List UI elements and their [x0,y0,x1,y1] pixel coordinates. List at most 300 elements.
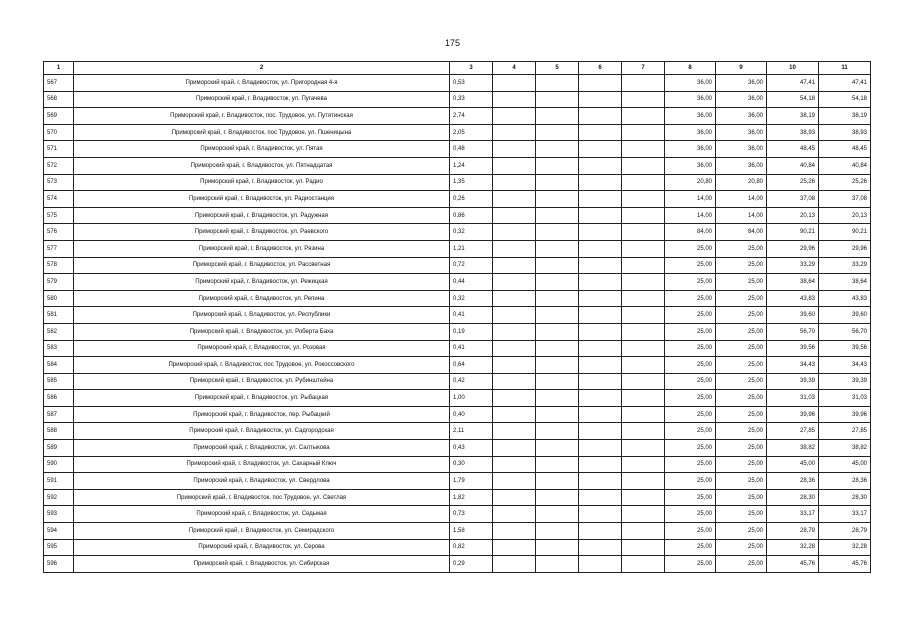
table-cell [536,108,579,125]
table-cell [493,75,536,92]
table-cell: 25,00 [665,240,716,257]
table-cell: 1,82 [450,489,493,506]
table-cell: 25,00 [665,323,716,340]
table-cell [536,91,579,108]
table-cell [579,75,622,92]
table-row [44,456,871,473]
table-cell [536,141,579,158]
table-cell: 36,00 [665,108,716,125]
table-cell: 40,84 [819,157,871,174]
table-cell: 0,30 [450,456,493,473]
table-cell [536,423,579,440]
table-cell: 29,96 [819,240,871,257]
table-cell: 569 [44,108,74,125]
page-number: 175 [444,38,461,48]
table-cell [536,506,579,523]
table-cell [622,240,665,257]
table-cell [579,423,622,440]
table-cell: 25,00 [716,323,767,340]
table-cell: 37,08 [819,191,871,208]
table-row [44,506,871,523]
table-cell [622,406,665,423]
table-row [44,357,871,374]
table-cell: 25,00 [665,423,716,440]
table-cell [493,207,536,224]
table-cell: Приморский край, г. Владивосток, ул. Сахарный Ключ [74,456,450,473]
table-cell: 574 [44,191,74,208]
table-cell: 25,00 [716,340,767,357]
table-cell: 25,00 [665,290,716,307]
table-cell: 573 [44,174,74,191]
table-cell: 56,70 [767,323,819,340]
table-cell [536,174,579,191]
table-cell [622,274,665,291]
table-cell [579,191,622,208]
table-cell [622,323,665,340]
table-row [44,323,871,340]
table-cell: 33,29 [767,257,819,274]
table-cell: Приморский край, г. Владивосток, ул. Свердлова [74,473,450,490]
table-cell: 56,70 [819,323,871,340]
table-cell: Приморский край, г. Владивосток, ул. Садгородская [74,423,450,440]
table-cell: 25,00 [665,523,716,540]
table-cell: 2,74 [450,108,493,125]
table-cell: 38,64 [819,274,871,291]
table-cell: 38,19 [819,108,871,125]
table-cell: 34,43 [819,357,871,374]
table-cell: 25,00 [716,556,767,573]
table-cell [579,141,622,158]
table-cell: 580 [44,290,74,307]
table-cell: 0,29 [450,556,493,573]
table-cell: 1,21 [450,240,493,257]
table-cell [622,340,665,357]
table-cell: 14,00 [665,207,716,224]
table-cell: 36,00 [716,124,767,141]
table-cell [579,124,622,141]
table-cell: 33,29 [819,257,871,274]
table-cell [536,240,579,257]
table-cell [579,340,622,357]
table-cell: Приморский край, г. Владивосток, ул. Роберта Баха [74,323,450,340]
table-cell: 28,79 [767,523,819,540]
table-cell: 1,58 [450,523,493,540]
table-cell [536,406,579,423]
table-cell: Приморский край, г. Владивосток, ул. Семирадского [74,523,450,540]
table-cell [622,523,665,540]
table-cell [579,357,622,374]
table-cell: 583 [44,340,74,357]
table-cell [579,91,622,108]
table-cell [622,91,665,108]
table-cell: 1,35 [450,174,493,191]
table-cell [579,274,622,291]
table-cell: 577 [44,240,74,257]
table-cell: 45,00 [767,456,819,473]
table-cell [622,224,665,241]
table-cell: 0,72 [450,257,493,274]
table-cell: 36,00 [665,157,716,174]
table-cell: 0,19 [450,323,493,340]
table-cell [493,473,536,490]
table-cell: 36,00 [665,91,716,108]
table-cell: 38,82 [819,440,871,457]
table-row [44,523,871,540]
table-cell [622,539,665,556]
table-cell [493,240,536,257]
table-cell: 90,21 [767,224,819,241]
table-cell: 1,24 [450,157,493,174]
table-cell [536,323,579,340]
table-cell: Приморский край, г. Владивосток, пос Трудовое, ул. Пшеницына [74,124,450,141]
table-cell: Приморский край, г. Владивосток, ул. Серова [74,539,450,556]
table-cell: Приморский край, г. Владивосток, ул. Репина [74,290,450,307]
table-cell: Приморский край, г. Владивосток, ул. Пугачева [74,91,450,108]
table-cell [622,257,665,274]
table-row [44,539,871,556]
table-cell [493,423,536,440]
table-cell: 25,00 [665,373,716,390]
table-cell: Приморский край, г. Владивосток, пос Трудовое, ул. Светлая [74,489,450,506]
table-cell [622,456,665,473]
table-cell [536,274,579,291]
table-cell: 0,33 [450,91,493,108]
table-cell: 25,00 [716,489,767,506]
table-cell: 568 [44,91,74,108]
table-cell: 43,83 [819,290,871,307]
table-cell: Приморский край, г. Владивосток, ул. Сибирская [74,556,450,573]
table-cell: 0,73 [450,506,493,523]
table-cell [579,290,622,307]
table-cell: 38,19 [767,108,819,125]
table-cell: 32,28 [767,539,819,556]
table-cell [579,390,622,407]
table-row [44,174,871,191]
column-header: 6 [579,62,622,75]
table-cell: 25,00 [716,523,767,540]
table-cell [536,556,579,573]
table-cell: Приморский край, г. Владивосток, ул. Салтыкова [74,440,450,457]
table-cell: 581 [44,307,74,324]
table-cell: 90,21 [819,224,871,241]
table-cell [622,174,665,191]
table-cell [622,506,665,523]
table-cell: 28,30 [767,489,819,506]
table-row [44,257,871,274]
table-cell: Приморский край, г. Владивосток, ул. Седьмая [74,506,450,523]
table-cell [493,556,536,573]
table-cell: 0,40 [450,406,493,423]
table-cell [493,224,536,241]
table-cell [493,357,536,374]
table-cell: 25,00 [716,307,767,324]
table-cell: 25,00 [716,506,767,523]
table-cell: 14,00 [716,191,767,208]
table-cell: 595 [44,539,74,556]
table-cell: 1,00 [450,390,493,407]
table-cell [579,489,622,506]
table-cell: 36,00 [716,75,767,92]
table-cell: 25,26 [819,174,871,191]
table-cell: 2,11 [450,423,493,440]
table-cell: 38,82 [767,440,819,457]
table-cell: 0,32 [450,224,493,241]
table-cell: 570 [44,124,74,141]
column-header: 10 [767,62,819,75]
table-row [44,91,871,108]
table-cell [622,75,665,92]
table-cell [536,373,579,390]
table-cell: 0,41 [450,340,493,357]
table-cell [536,207,579,224]
table-cell: 28,36 [767,473,819,490]
table-cell: 39,60 [767,307,819,324]
table-row [44,191,871,208]
table-cell: Приморский край, г. Владивосток, ул. Раевского [74,224,450,241]
table-cell: 25,00 [665,506,716,523]
table-cell [493,506,536,523]
table-cell: 585 [44,373,74,390]
table-cell [579,406,622,423]
header-row [44,62,871,75]
table-cell [536,191,579,208]
table-cell: 54,18 [767,91,819,108]
table-cell [536,157,579,174]
table-cell: 45,00 [819,456,871,473]
table-cell [622,290,665,307]
table-cell: 25,00 [665,406,716,423]
table-cell [579,556,622,573]
table-row [44,75,871,92]
table-cell: 84,00 [665,224,716,241]
table-cell: 39,56 [819,340,871,357]
column-header: 8 [665,62,716,75]
table-cell: Приморский край, г. Владивосток, ул. Республики [74,307,450,324]
table-cell: 84,00 [716,224,767,241]
table-cell: 36,00 [716,91,767,108]
table-cell [579,257,622,274]
table-cell [622,157,665,174]
table-cell: 38,64 [767,274,819,291]
table-cell: 25,00 [665,257,716,274]
table-cell: 25,00 [665,340,716,357]
table-row [44,390,871,407]
table-cell: 14,00 [665,191,716,208]
table-cell: 27,85 [767,423,819,440]
table-cell: 0,48 [450,141,493,158]
table-cell: 37,08 [767,191,819,208]
table-cell: 28,79 [819,523,871,540]
table-cell [622,423,665,440]
table-cell: 0,64 [450,357,493,374]
table-cell: 25,00 [665,390,716,407]
table-cell: Приморский край, г. Владивосток, ул. Рыбацкая [74,390,450,407]
table-cell: 596 [44,556,74,573]
table-cell: 588 [44,423,74,440]
table-cell: 0,44 [450,274,493,291]
table-cell [579,473,622,490]
table-cell [493,390,536,407]
table-cell: 567 [44,75,74,92]
table-cell [579,523,622,540]
table-row [44,207,871,224]
table-cell [493,523,536,540]
table-cell [622,473,665,490]
table-cell: 25,00 [665,274,716,291]
table-cell: 587 [44,406,74,423]
column-header: 1 [44,62,74,75]
column-header: 2 [74,62,450,75]
table-cell: 578 [44,257,74,274]
table-cell [579,456,622,473]
table-cell: 39,56 [767,340,819,357]
table-cell: 36,00 [665,75,716,92]
table-row [44,556,871,573]
table-cell: 0,86 [450,207,493,224]
table-cell: 25,00 [716,456,767,473]
table-cell: Приморский край, г. Владивосток, ул. Радио [74,174,450,191]
table-cell: Приморский край, г. Владивосток, пос. Трудовое, ул. Путятинская [74,108,450,125]
table-cell: Приморский край, г. Владивосток, ул. Пригородная 4-я [74,75,450,92]
table-cell: 590 [44,456,74,473]
table-cell: 25,00 [665,489,716,506]
table-cell: 25,00 [665,473,716,490]
table-cell: Приморский край, г. Владивосток, ул. Радиостанция [74,191,450,208]
table-row [44,157,871,174]
table-cell: 25,00 [716,240,767,257]
table-row [44,440,871,457]
table-cell: 584 [44,357,74,374]
table-cell [579,307,622,324]
table-cell: 45,76 [819,556,871,573]
table-cell: 25,00 [716,357,767,374]
table-cell: 0,26 [450,191,493,208]
table-cell: 0,32 [450,290,493,307]
table-cell: 25,00 [716,440,767,457]
table-cell [493,323,536,340]
table-row [44,290,871,307]
table-cell: Приморский край, г. Владивосток, ул. Режицкая [74,274,450,291]
table-cell: 39,39 [767,373,819,390]
column-header: 5 [536,62,579,75]
table-cell [579,108,622,125]
table-cell: 572 [44,157,74,174]
table-cell: 25,00 [665,556,716,573]
table-cell: 27,85 [819,423,871,440]
table-cell: Приморский край, г. Владивосток, ул. Рассветная [74,257,450,274]
table-cell: 36,00 [665,141,716,158]
table-cell: 586 [44,390,74,407]
table-cell: 25,00 [716,257,767,274]
table-cell: Приморский край, г. Владивосток, ул. Радужная [74,207,450,224]
table-cell: 14,00 [716,207,767,224]
table-cell [579,240,622,257]
table-cell: 39,39 [819,373,871,390]
table-cell: Приморский край, г. Владивосток, ул. Рубинштейна [74,373,450,390]
table-cell: 31,03 [767,390,819,407]
table-cell [536,290,579,307]
table-cell: 33,17 [819,506,871,523]
table-cell: 45,76 [767,556,819,573]
table-cell: 47,41 [819,75,871,92]
table-cell: 20,80 [665,174,716,191]
table-cell: 593 [44,506,74,523]
table-row [44,340,871,357]
table-cell [493,274,536,291]
table-row [44,274,871,291]
table-cell [622,108,665,125]
table-cell: 25,00 [716,423,767,440]
table-cell: 25,00 [665,456,716,473]
table-cell [493,307,536,324]
table-row [44,124,871,141]
table-cell: 36,00 [716,157,767,174]
table-cell: 575 [44,207,74,224]
table-cell: 20,80 [716,174,767,191]
table-cell [622,124,665,141]
table-cell [493,456,536,473]
table-cell [536,224,579,241]
table-cell: Приморский край, г. Владивосток, ул. Пятая [74,141,450,158]
table-row [44,141,871,158]
table-cell: 34,43 [767,357,819,374]
table-cell: 0,43 [450,440,493,457]
table-cell [579,440,622,457]
table-cell [536,489,579,506]
table-cell [622,207,665,224]
table-cell: 589 [44,440,74,457]
table-row [44,373,871,390]
table-cell: 2,05 [450,124,493,141]
table-cell [536,357,579,374]
table-row [44,473,871,490]
table-cell: 31,03 [819,390,871,407]
table-cell [579,506,622,523]
table-cell: 25,00 [716,539,767,556]
table-cell [536,124,579,141]
table-cell [622,489,665,506]
table-cell [493,406,536,423]
table-row [44,307,871,324]
table-cell: 571 [44,141,74,158]
table-cell [622,141,665,158]
table-cell: 25,00 [716,473,767,490]
table-cell: 48,45 [819,141,871,158]
table-cell [579,207,622,224]
table-cell [579,373,622,390]
column-header: 4 [493,62,536,75]
table-cell: 28,36 [819,473,871,490]
table-cell: 1,79 [450,473,493,490]
data-table [43,61,871,573]
table-cell [622,191,665,208]
table-cell: 0,53 [450,75,493,92]
table-cell: 591 [44,473,74,490]
table-cell: 33,17 [767,506,819,523]
table-cell: 25,00 [716,373,767,390]
table-cell [493,373,536,390]
table-cell [493,91,536,108]
table-cell: Приморский край, г. Владивосток, ул. Пятнадцатая [74,157,450,174]
table-cell [493,440,536,457]
table-cell [622,307,665,324]
table-cell: Приморский край, г. Владивосток, пос Трудовое, ул. Рокоссовского [74,357,450,374]
table-cell: 579 [44,274,74,291]
table-cell [536,473,579,490]
table-cell: 36,00 [665,124,716,141]
table-cell [493,340,536,357]
table-cell: 47,41 [767,75,819,92]
